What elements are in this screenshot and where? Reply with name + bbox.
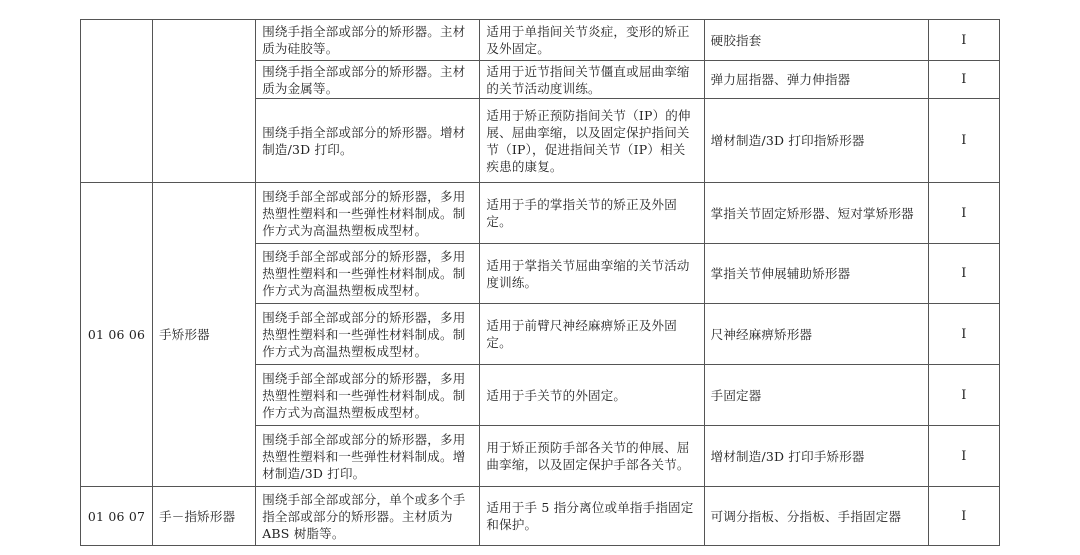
product-examples: 掌指关节固定矫形器、短对掌矫形器 bbox=[704, 183, 928, 244]
management-class: I bbox=[928, 244, 999, 304]
table-row bbox=[81, 20, 1000, 61]
product-description: 围绕手部全部或部分的矫形器，多用热塑性塑料和一些弹性材料制成。增材制造/3D 打印。 bbox=[256, 426, 480, 487]
category-name: 手矫形器 bbox=[153, 183, 256, 487]
management-class: I bbox=[928, 426, 999, 487]
product-description: 围绕手部全部或部分的矫形器，多用热塑性塑料和一些弹性材料制成。制作方式为高温热塑板成型材。 bbox=[256, 304, 480, 365]
table-row bbox=[81, 183, 1000, 244]
intended-use: 用于矫正预防手部各关节的伸展、屈曲挛缩，以及固定保护手部各关节。 bbox=[480, 426, 704, 487]
management-class: I bbox=[928, 20, 999, 61]
category-name bbox=[153, 20, 256, 183]
table-body bbox=[81, 20, 1000, 546]
category-code: 01 06 07 bbox=[81, 487, 153, 546]
product-description: 围绕手指全部或部分的矫形器。主材质为金属等。 bbox=[256, 61, 480, 99]
management-class: I bbox=[928, 487, 999, 546]
product-examples: 可调分指板、分指板、手指固定器 bbox=[704, 487, 928, 546]
intended-use: 适用于手的掌指关节的矫正及外固定。 bbox=[480, 183, 704, 244]
management-class: I bbox=[928, 304, 999, 365]
intended-use: 适用于掌指关节屈曲挛缩的关节活动度训练。 bbox=[480, 244, 704, 304]
management-class: I bbox=[928, 99, 999, 183]
product-examples: 掌指关节伸展辅助矫形器 bbox=[704, 244, 928, 304]
intended-use: 适用于单指间关节炎症，变形的矫正及外固定。 bbox=[480, 20, 704, 61]
product-description: 围绕手部全部或部分的矫形器，多用热塑性塑料和一些弹性材料制成。制作方式为高温热塑板成型材。 bbox=[256, 183, 480, 244]
management-class: I bbox=[928, 183, 999, 244]
product-description: 围绕手部全部或部分的矫形器，多用热塑性塑料和一些弹性材料制成。制作方式为高温热塑板成型材。 bbox=[256, 365, 480, 426]
product-examples: 增材制造/3D 打印指矫形器 bbox=[704, 99, 928, 183]
device-classification-table bbox=[80, 19, 1000, 546]
product-examples: 手固定器 bbox=[704, 365, 928, 426]
management-class: I bbox=[928, 61, 999, 99]
management-class: I bbox=[928, 365, 999, 426]
table-row bbox=[81, 487, 1000, 546]
product-description: 围绕手指全部或部分的矫形器。增材制造/3D 打印。 bbox=[256, 99, 480, 183]
product-description: 围绕手指全部或部分的矫形器。主材质为硅胶等。 bbox=[256, 20, 480, 61]
intended-use: 适用于前臂尺神经麻痹矫正及外固定。 bbox=[480, 304, 704, 365]
intended-use: 适用于手关节的外固定。 bbox=[480, 365, 704, 426]
intended-use: 适用于近节指间关节僵直或屈曲挛缩的关节活动度训练。 bbox=[480, 61, 704, 99]
intended-use: 适用于矫正预防指间关节（IP）的伸展、屈曲挛缩，以及固定保护指间关节（IP），促进指间关节（IP）相关疾患的康复。 bbox=[480, 99, 704, 183]
product-description: 围绕手部全部或部分的矫形器，多用热塑性塑料和一些弹性材料制成。制作方式为高温热塑板成型材。 bbox=[256, 244, 480, 304]
product-examples: 弹力屈指器、弹力伸指器 bbox=[704, 61, 928, 99]
category-name: 手－指矫形器 bbox=[153, 487, 256, 546]
product-examples: 增材制造/3D 打印手矫形器 bbox=[704, 426, 928, 487]
category-code: 01 06 06 bbox=[81, 183, 153, 487]
category-code bbox=[81, 20, 153, 183]
product-examples: 尺神经麻痹矫形器 bbox=[704, 304, 928, 365]
intended-use: 适用于手 5 指分离位或单指手指固定和保护。 bbox=[480, 487, 704, 546]
product-description: 围绕手部全部或部分，单个或多个手指全部或部分的矫形器。主材质为 ABS 树脂等。 bbox=[256, 487, 480, 546]
product-examples: 硬胶指套 bbox=[704, 20, 928, 61]
